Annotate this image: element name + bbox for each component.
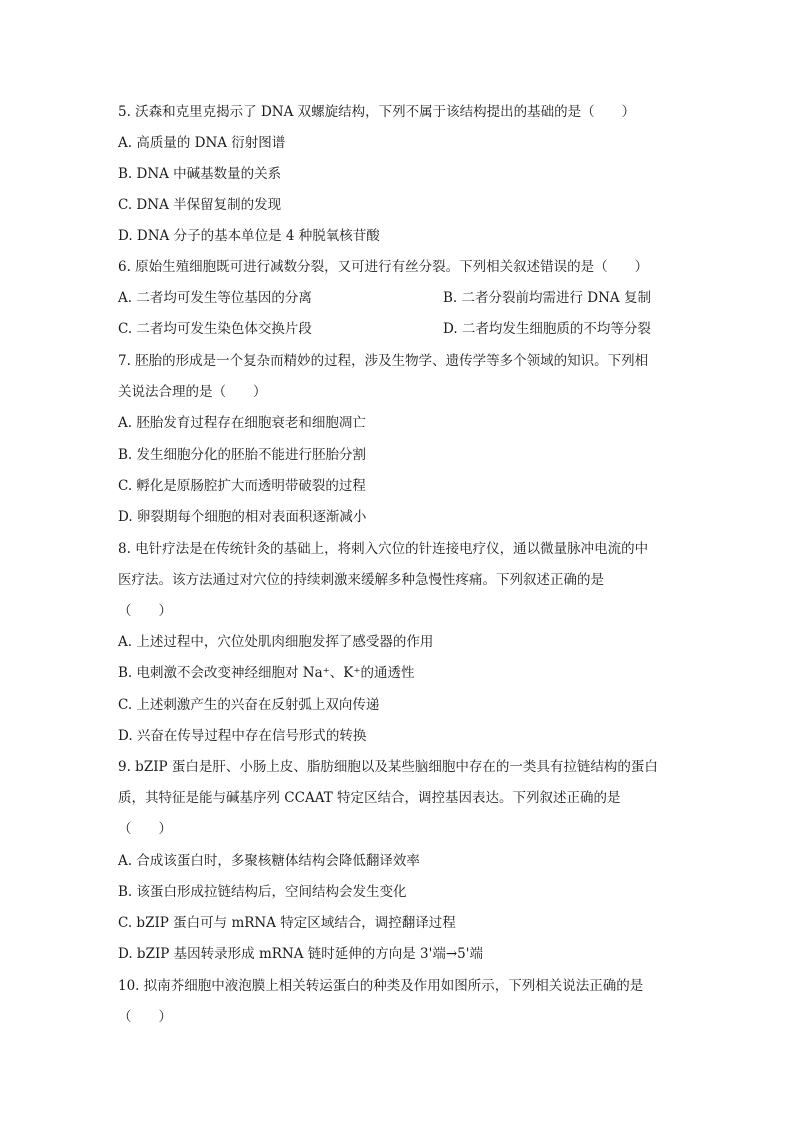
- question-7-option-b: B. 发生细胞分化的胚胎不能进行胚胎分割: [118, 447, 367, 463]
- question-8-option-a: A. 上述过程中，穴位处肌肉细胞发挥了感受器的作用: [118, 634, 434, 650]
- question-5-option-c: C. DNA 半保留复制的发现: [118, 197, 282, 213]
- question-8-stem-line-2: 医疗法。该方法通过对穴位的持续刺激来缓解多种急慢性疼痛。下列叙述正确的是: [118, 572, 604, 588]
- question-5-option-a: A. 高质量的 DNA 衍射图谱: [118, 135, 286, 151]
- question-5-stem: 5. 沃森和克里克揭示了 DNA 双螺旋结构，下列不属于该结构提出的基础的是（ ）: [118, 104, 636, 120]
- question-5-option-d: D. DNA 分子的基本单位是 4 种脱氧核苷酸: [118, 228, 380, 244]
- question-10-stem-line-2: （ ）: [118, 1009, 172, 1025]
- question-8-option-b: B. 电刺激不会改变神经细胞对 Na⁺、K⁺的通透性: [118, 665, 415, 681]
- question-8-option-d: D. 兴奋在传导过程中存在信号形式的转换: [118, 728, 367, 744]
- question-9-stem-line-1: 9. bZIP 蛋白是肝、小肠上皮、脂肪细胞以及某些脑细胞中存在的一类具有拉链结构的蛋白: [118, 759, 658, 775]
- question-9-option-b: B. 该蛋白形成拉链结构后，空间结构会发生变化: [118, 884, 407, 900]
- question-9-stem-line-3: （ ）: [118, 821, 172, 837]
- question-8-stem-line-3: （ ）: [118, 603, 172, 619]
- question-9-stem-line-2: 质，其特征是能与碱基序列 CCAAT 特定区结合，调控基因表达。下列叙述正确的是: [118, 790, 621, 806]
- question-6-option-c: C. 二者均可发生染色体交换片段: [118, 321, 312, 337]
- question-8-stem-line-1: 8. 电针疗法是在传统针灸的基础上，将刺入穴位的针连接电疗仪，通以微量脉冲电流的中: [118, 541, 649, 557]
- question-7-option-a: A. 胚胎发育过程存在细胞衰老和细胞凋亡: [118, 415, 366, 431]
- question-7-option-c: C. 孵化是原肠腔扩大而透明带破裂的过程: [118, 478, 366, 494]
- question-6-option-b: B. 二者分裂前均需进行 DNA 复制: [443, 290, 651, 306]
- question-9-option-d: D. bZIP 基因转录形成 mRNA 链时延伸的方向是 3'端→5'端: [118, 946, 483, 962]
- question-7-option-d: D. 卵裂期每个细胞的相对表面积逐渐减小: [118, 509, 367, 525]
- question-6-option-d: D. 二者均发生细胞质的不均等分裂: [443, 321, 651, 337]
- question-8-option-c: C. 上述刺激产生的兴奋在反射弧上双向传递: [118, 697, 380, 713]
- question-6-stem: 6. 原始生殖细胞既可进行减数分裂，又可进行有丝分裂。下列相关叙述错误的是（ ）: [118, 259, 649, 275]
- question-7-stem-line-2: 关说法合理的是（ ）: [118, 384, 267, 400]
- question-5-option-b: B. DNA 中碱基数量的关系: [118, 166, 282, 182]
- question-6-option-a: A. 二者均可发生等位基因的分离: [118, 290, 312, 306]
- question-9-option-a: A. 合成该蛋白时，多聚核糖体结构会降低翻译效率: [118, 853, 420, 869]
- question-7-stem-line-1: 7. 胚胎的形成是一个复杂而精妙的过程，涉及生物学、遗传学等多个领域的知识。下列相: [118, 353, 649, 369]
- question-10-stem-line-1: 10. 拟南芥细胞中液泡膜上相关转运蛋白的种类及作用如图所示，下列相关说法正确的是: [118, 978, 644, 994]
- question-9-option-c: C. bZIP 蛋白可与 mRNA 特定区域结合，调控翻译过程: [118, 915, 456, 931]
